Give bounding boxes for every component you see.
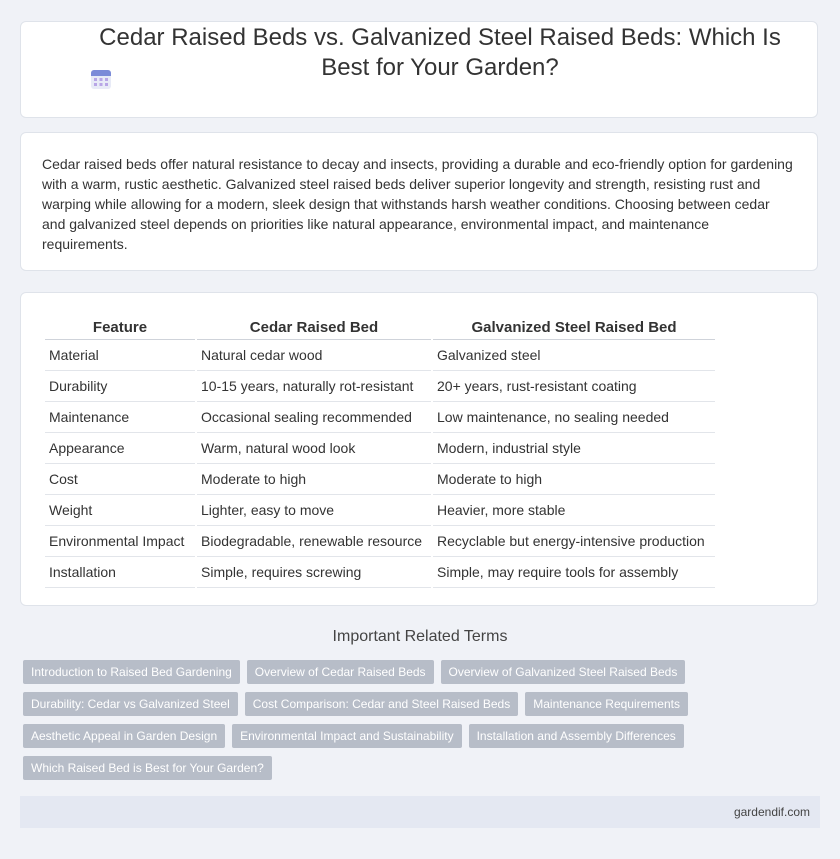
steel-cell: Recyclable but energy-intensive production xyxy=(433,526,715,557)
table-header-row xyxy=(45,315,715,340)
header-feature: Feature xyxy=(45,315,195,340)
steel-cell: Low maintenance, no sealing needed xyxy=(433,402,715,433)
feature-cell: Environmental Impact xyxy=(45,526,195,557)
cedar-cell: Natural cedar wood xyxy=(197,340,431,371)
feature-cell: Material xyxy=(45,340,195,371)
feature-cell: Weight xyxy=(45,495,195,526)
steel-cell: Modern, industrial style xyxy=(433,433,715,464)
comparison-table xyxy=(43,315,717,588)
related-terms-heading: Important Related Terms xyxy=(332,628,508,645)
related-term-tag[interactable]: Maintenance Requirements xyxy=(525,692,688,716)
steel-cell: Heavier, more stable xyxy=(433,495,715,526)
steel-cell: 20+ years, rust-resistant coating xyxy=(433,371,715,402)
related-term-tag[interactable]: Which Raised Bed is Best for Your Garden? xyxy=(23,756,272,780)
footer-site-link[interactable]: gardendif.com xyxy=(733,805,810,819)
steel-cell: Galvanized steel xyxy=(433,340,715,371)
comparison-table-card xyxy=(20,292,818,606)
feature-cell: Durability xyxy=(45,371,195,402)
page-title: Cedar Raised Beds vs. Galvanized Steel Raised Beds: Which Is Best for Your Garden? xyxy=(99,24,781,81)
table-row xyxy=(45,495,715,526)
steel-cell: Simple, may require tools for assembly xyxy=(433,557,715,588)
feature-cell: Cost xyxy=(45,464,195,495)
related-terms-tags xyxy=(23,660,723,780)
table-row xyxy=(45,464,715,495)
cedar-cell: Occasional sealing recommended xyxy=(197,402,431,433)
table-row xyxy=(45,557,715,588)
related-term-tag[interactable]: Aesthetic Appeal in Garden Design xyxy=(23,724,225,748)
related-term-tag[interactable]: Overview of Galvanized Steel Raised Beds xyxy=(441,660,686,684)
cedar-cell: Warm, natural wood look xyxy=(197,433,431,464)
intro-card xyxy=(20,132,818,271)
feature-cell: Maintenance xyxy=(45,402,195,433)
cedar-cell: Lighter, easy to move xyxy=(197,495,431,526)
cedar-cell: Simple, requires screwing xyxy=(197,557,431,588)
header-cedar: Cedar Raised Bed xyxy=(197,315,431,340)
table-row xyxy=(45,340,715,371)
related-term-tag[interactable]: Cost Comparison: Cedar and Steel Raised Beds xyxy=(245,692,518,716)
feature-cell: Installation xyxy=(45,557,195,588)
related-term-tag[interactable]: Durability: Cedar vs Galvanized Steel xyxy=(23,692,238,716)
table-row xyxy=(45,371,715,402)
table-row xyxy=(45,433,715,464)
related-term-tag[interactable]: Introduction to Raised Bed Gardening xyxy=(23,660,240,684)
footer xyxy=(20,796,820,828)
header-steel: Galvanized Steel Raised Bed xyxy=(433,315,715,340)
intro-paragraph: Cedar raised beds offer natural resistance to decay and insects, providing a durable and eco-friendly option for gardening with a warm, rustic aesthetic. Galvanized steel raised beds deliver superior longevity and strength, resisting rust and warping while allowing for a modern, sleek design that withstands harsh weather conditions. Choosing between cedar and galvanized steel depends on priorities like natural appearance, environmental impact, and maintenance requirements. xyxy=(42,156,793,252)
feature-cell: Appearance xyxy=(45,433,195,464)
steel-cell: Moderate to high xyxy=(433,464,715,495)
related-term-tag[interactable]: Installation and Assembly Differences xyxy=(469,724,684,748)
related-term-tag[interactable]: Environmental Impact and Sustainability xyxy=(232,724,461,748)
cedar-cell: Moderate to high xyxy=(197,464,431,495)
table-row xyxy=(45,402,715,433)
cedar-cell: 10-15 years, naturally rot-resistant xyxy=(197,371,431,402)
related-term-tag[interactable]: Overview of Cedar Raised Beds xyxy=(247,660,434,684)
table-row xyxy=(45,526,715,557)
cedar-cell: Biodegradable, renewable resource xyxy=(197,526,431,557)
